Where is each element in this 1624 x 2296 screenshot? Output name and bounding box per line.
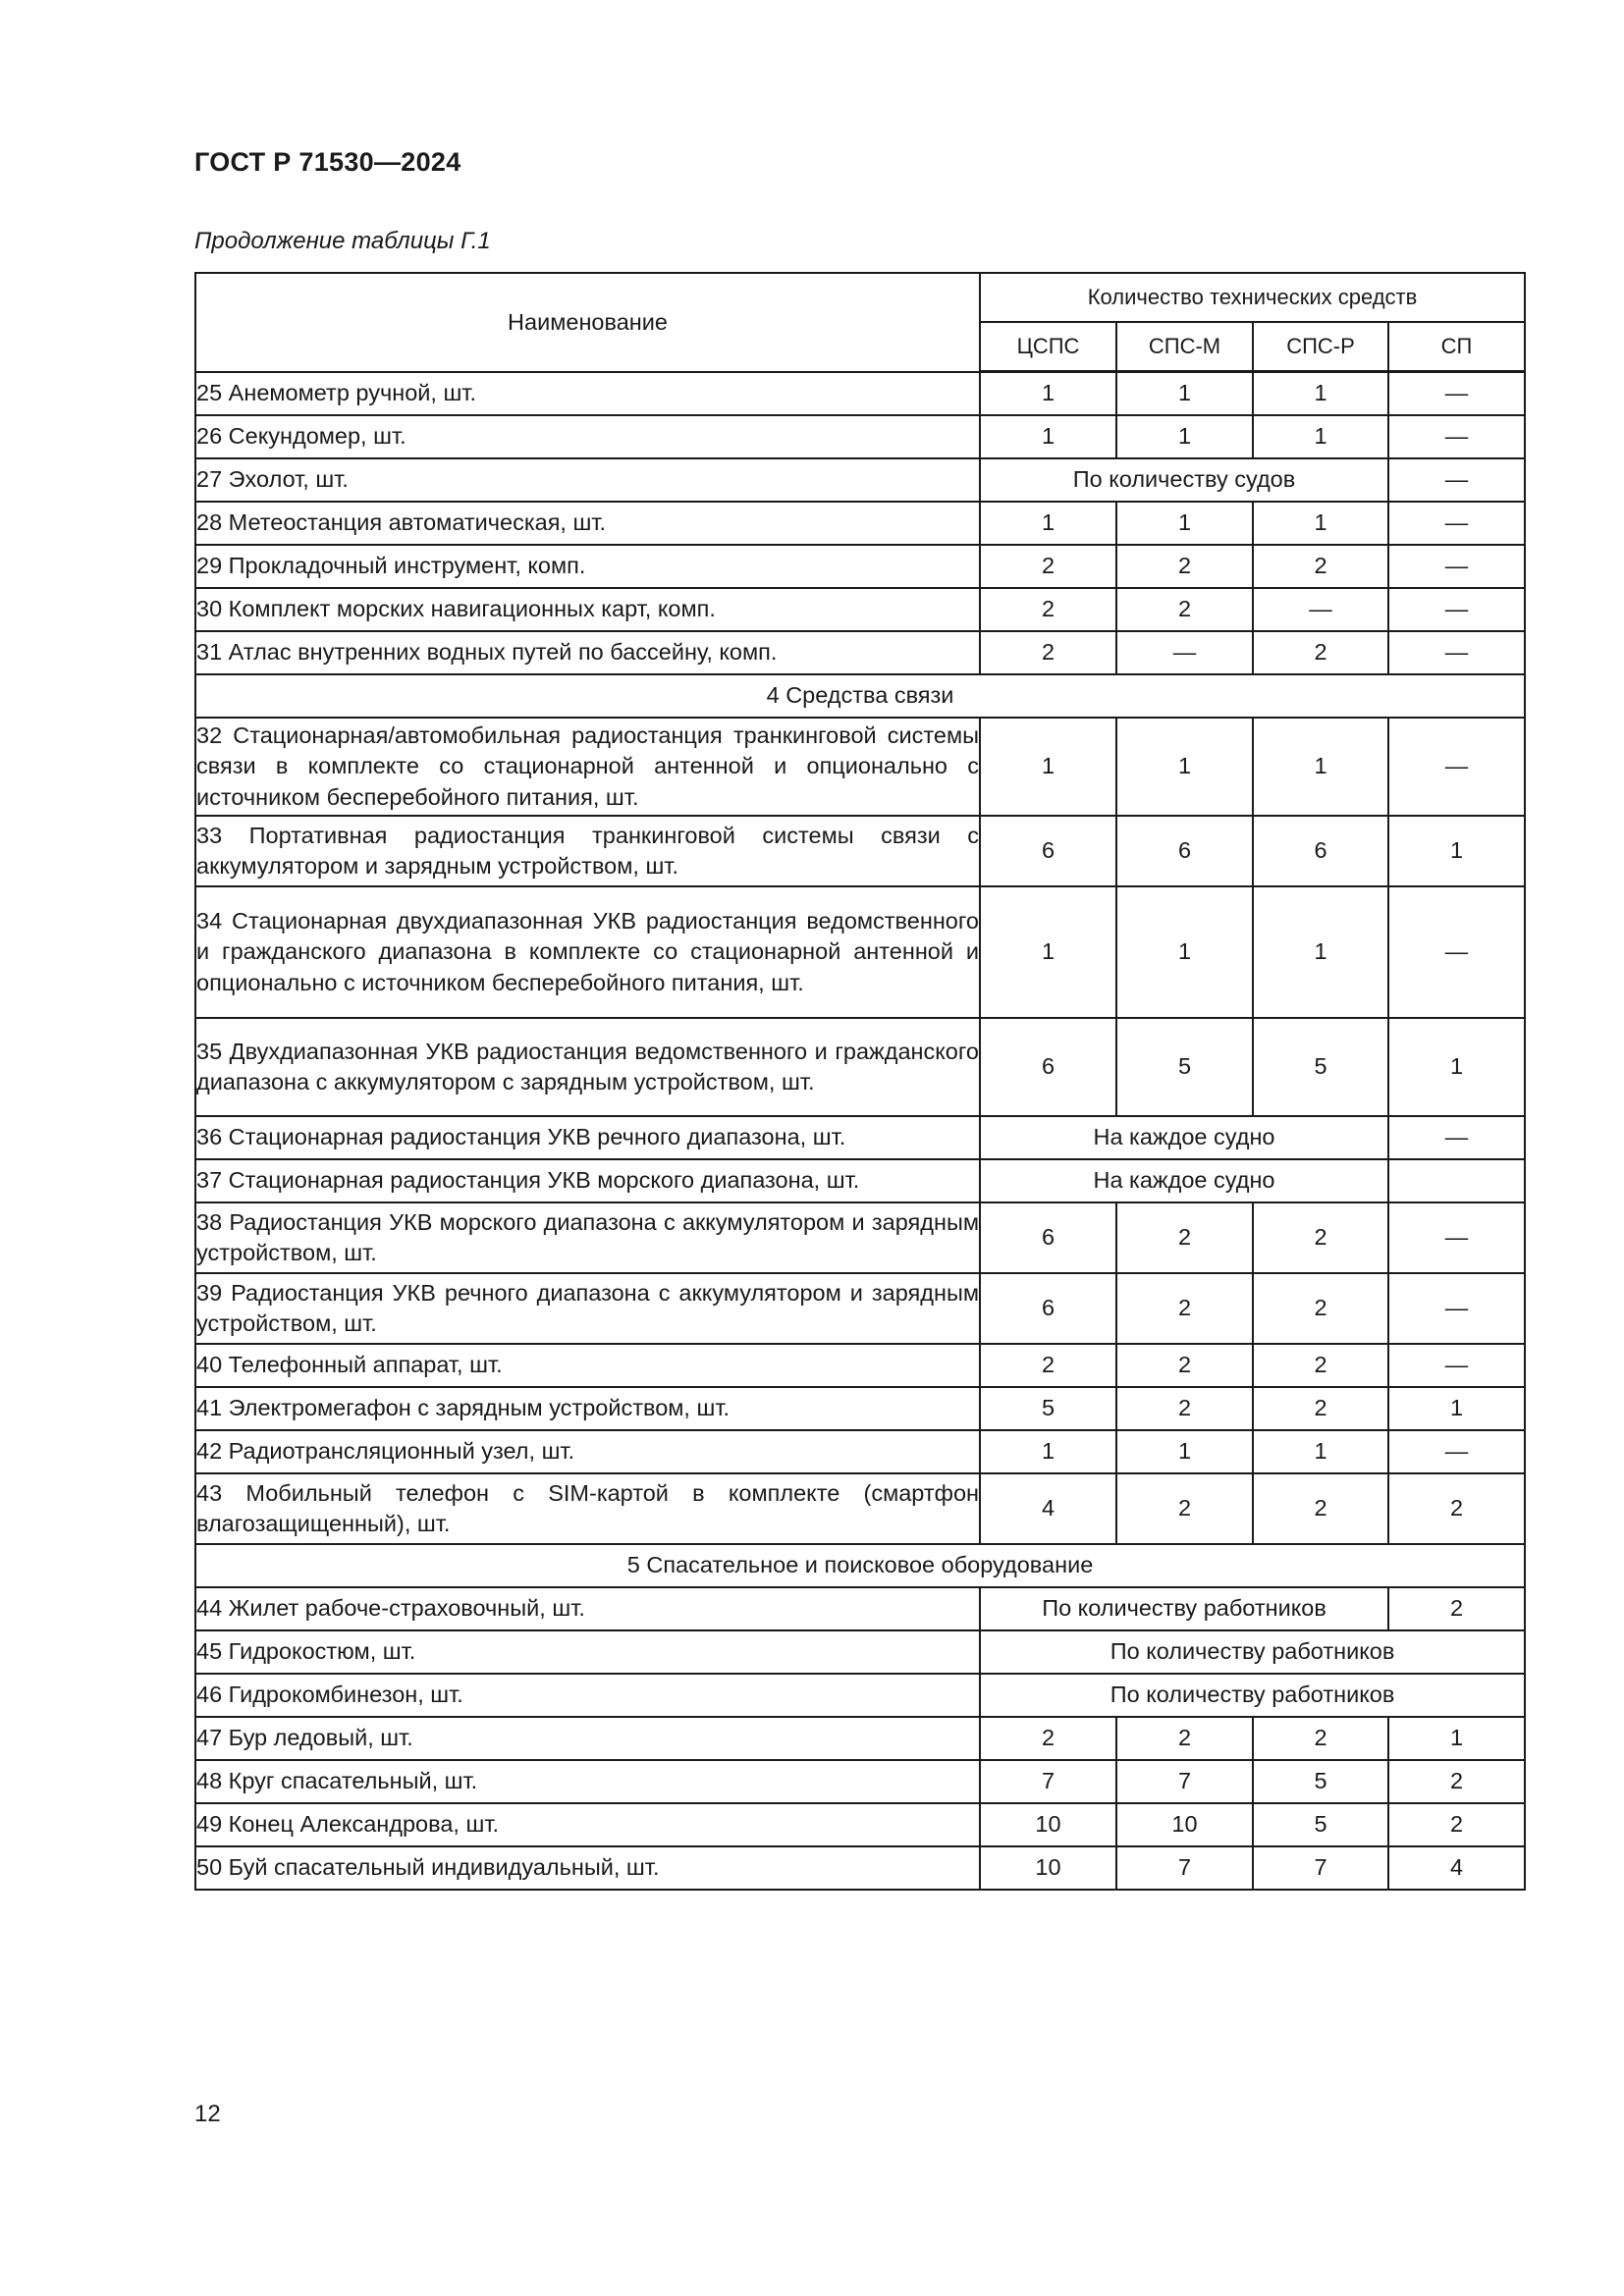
table-row	[195, 1587, 1525, 1630]
cell-spc-m: 7	[1116, 1760, 1253, 1803]
row-name: 35 Двухдиапазонная УКВ радиостанция ведомственного и гражданского диапазона с аккумулятором с зарядным устройством, шт.	[195, 1018, 980, 1116]
cell-spc-r: 2	[1253, 1717, 1388, 1760]
cell-cspc: 2	[980, 1344, 1116, 1387]
cell-spc-r: 2	[1253, 1202, 1388, 1273]
cell-merged-quantity: По количеству работников	[980, 1587, 1388, 1630]
table-row	[195, 631, 1525, 674]
cell-spc-m: 1	[1116, 1430, 1253, 1473]
row-name: 29 Прокладочный инструмент, комп.	[195, 545, 980, 588]
row-name: 39 Радиостанция УКВ речного диапазона с аккумулятором и зарядным устройством, шт.	[195, 1273, 980, 1344]
cell-sp: 2	[1388, 1587, 1525, 1630]
cell-cspc: 2	[980, 631, 1116, 674]
header-col-sp: СП	[1388, 322, 1525, 372]
cell-sp: —	[1388, 1430, 1525, 1473]
table-row	[195, 1717, 1525, 1760]
row-name: 26 Секундомер, шт.	[195, 415, 980, 458]
header-col-spc-r: СПС-Р	[1253, 322, 1388, 372]
table-row	[195, 1344, 1525, 1387]
cell-merged-quantity: По количеству работников	[980, 1674, 1525, 1717]
table-row	[195, 1846, 1525, 1890]
cell-merged-quantity: По количеству работников	[980, 1630, 1525, 1674]
cell-spc-m: 2	[1116, 1273, 1253, 1344]
cell-cspc: 5	[980, 1387, 1116, 1430]
cell-spc-m: 1	[1116, 718, 1253, 816]
row-name: 48 Круг спасательный, шт.	[195, 1760, 980, 1803]
cell-spc-r: 2	[1253, 545, 1388, 588]
cell-cspc: 1	[980, 502, 1116, 545]
row-name: 41 Электромегафон с зарядным устройством, шт.	[195, 1387, 980, 1430]
cell-spc-m: 2	[1116, 1473, 1253, 1544]
table-row	[195, 1430, 1525, 1473]
cell-sp: —	[1388, 1273, 1525, 1344]
cell-sp: —	[1388, 502, 1525, 545]
cell-sp: —	[1388, 372, 1525, 416]
section-row	[195, 674, 1525, 718]
cell-spc-r: —	[1253, 588, 1388, 631]
header-name: Наименование	[195, 273, 980, 372]
table-row	[195, 886, 1525, 1018]
cell-cspc: 1	[980, 1430, 1116, 1473]
cell-spc-r: 7	[1253, 1846, 1388, 1890]
cell-cspc: 10	[980, 1846, 1116, 1890]
cell-spc-r: 1	[1253, 1430, 1388, 1473]
cell-sp: —	[1388, 415, 1525, 458]
cell-spc-m: 2	[1116, 1387, 1253, 1430]
table-row	[195, 816, 1525, 886]
cell-spc-r: 1	[1253, 718, 1388, 816]
cell-spc-m: 1	[1116, 502, 1253, 545]
page-number: 12	[194, 2101, 221, 2127]
cell-sp: —	[1388, 886, 1525, 1018]
cell-sp: 1	[1388, 1387, 1525, 1430]
row-name: 47 Бур ледовый, шт.	[195, 1717, 980, 1760]
table-row	[195, 545, 1525, 588]
table-row	[195, 1018, 1525, 1116]
cell-merged-quantity: На каждое судно	[980, 1116, 1388, 1159]
table-row	[195, 1387, 1525, 1430]
section-heading: 5 Спасательное и поисковое оборудование	[195, 1544, 1525, 1587]
cell-sp: —	[1388, 458, 1525, 502]
cell-spc-r: 6	[1253, 816, 1388, 886]
cell-spc-m: —	[1116, 631, 1253, 674]
cell-spc-m: 2	[1116, 588, 1253, 631]
cell-spc-m: 1	[1116, 886, 1253, 1018]
header-col-spc-m: СПС-М	[1116, 322, 1253, 372]
row-name: 42 Радиотрансляционный узел, шт.	[195, 1430, 980, 1473]
cell-spc-m: 1	[1116, 372, 1253, 416]
cell-spc-r: 1	[1253, 886, 1388, 1018]
table-row	[195, 1674, 1525, 1717]
table-row	[195, 372, 1525, 416]
row-name: 40 Телефонный аппарат, шт.	[195, 1344, 980, 1387]
row-name: 49 Конец Александрова, шт.	[195, 1803, 980, 1846]
table-row	[195, 1273, 1525, 1344]
cell-sp: 2	[1388, 1473, 1525, 1544]
cell-sp: 1	[1388, 1018, 1525, 1116]
cell-merged-quantity: По количеству судов	[980, 458, 1388, 502]
table-row	[195, 1159, 1525, 1202]
table-row	[195, 458, 1525, 502]
cell-spc-m: 2	[1116, 545, 1253, 588]
table-row	[195, 1803, 1525, 1846]
cell-sp: —	[1388, 588, 1525, 631]
cell-spc-m: 2	[1116, 1344, 1253, 1387]
table-continuation-caption: Продолжение таблицы Г.1	[194, 228, 491, 254]
table-row	[195, 415, 1525, 458]
cell-spc-r: 2	[1253, 1387, 1388, 1430]
row-name: 43 Мобильный телефон с SIM-картой в комплекте (смартфон влагозащищенный), шт.	[195, 1473, 980, 1544]
standard-title: ГОСТ Р 71530—2024	[194, 147, 461, 177]
row-name: 37 Стационарная радиостанция УКВ морского диапазона, шт.	[195, 1159, 980, 1202]
cell-spc-m: 10	[1116, 1803, 1253, 1846]
cell-spc-r: 2	[1253, 1473, 1388, 1544]
cell-sp	[1388, 1159, 1525, 1202]
section-row	[195, 1544, 1525, 1587]
row-name: 46 Гидрокомбинезон, шт.	[195, 1674, 980, 1717]
row-name: 33 Портативная радиостанция транкинговой системы связи с аккумулятором и зарядным устройством, шт.	[195, 816, 980, 886]
cell-cspc: 1	[980, 886, 1116, 1018]
table-row	[195, 1116, 1525, 1159]
cell-cspc: 4	[980, 1473, 1116, 1544]
cell-cspc: 6	[980, 816, 1116, 886]
cell-spc-r: 1	[1253, 415, 1388, 458]
row-name: 38 Радиостанция УКВ морского диапазона с аккумулятором и зарядным устройством, шт.	[195, 1202, 980, 1273]
row-name: 50 Буй спасательный индивидуальный, шт.	[195, 1846, 980, 1890]
row-name: 31 Атлас внутренних водных путей по бассейну, комп.	[195, 631, 980, 674]
row-name: 30 Комплект морских навигационных карт, комп.	[195, 588, 980, 631]
cell-spc-r: 1	[1253, 502, 1388, 545]
cell-spc-r: 5	[1253, 1760, 1388, 1803]
cell-sp: —	[1388, 631, 1525, 674]
row-name: 45 Гидрокостюм, шт.	[195, 1630, 980, 1674]
header-col-cspc: ЦСПС	[980, 322, 1116, 372]
cell-cspc: 2	[980, 545, 1116, 588]
cell-spc-m: 7	[1116, 1846, 1253, 1890]
cell-sp: —	[1388, 1202, 1525, 1273]
cell-spc-m: 2	[1116, 1202, 1253, 1273]
cell-sp: —	[1388, 545, 1525, 588]
cell-sp: —	[1388, 1116, 1525, 1159]
cell-cspc: 7	[980, 1760, 1116, 1803]
row-name: 25 Анемометр ручной, шт.	[195, 372, 980, 416]
cell-cspc: 1	[980, 372, 1116, 416]
section-heading: 4 Средства связи	[195, 674, 1525, 718]
cell-sp: —	[1388, 718, 1525, 816]
cell-cspc: 6	[980, 1273, 1116, 1344]
cell-spc-r: 2	[1253, 1344, 1388, 1387]
row-name: 44 Жилет рабоче-страховочный, шт.	[195, 1587, 980, 1630]
cell-spc-m: 6	[1116, 816, 1253, 886]
table-row	[195, 1473, 1525, 1544]
cell-sp: 1	[1388, 1717, 1525, 1760]
cell-sp: 2	[1388, 1760, 1525, 1803]
cell-cspc: 2	[980, 588, 1116, 631]
cell-spc-m: 1	[1116, 415, 1253, 458]
cell-spc-r: 2	[1253, 631, 1388, 674]
cell-cspc: 6	[980, 1202, 1116, 1273]
cell-merged-quantity: На каждое судно	[980, 1159, 1388, 1202]
cell-spc-r: 2	[1253, 1273, 1388, 1344]
cell-spc-r: 5	[1253, 1803, 1388, 1846]
table-row	[195, 1630, 1525, 1674]
cell-cspc: 1	[980, 718, 1116, 816]
header-quantity-group: Количество технических средств	[980, 273, 1525, 322]
row-name: 28 Метеостанция автоматическая, шт.	[195, 502, 980, 545]
table-row	[195, 718, 1525, 816]
cell-spc-m: 5	[1116, 1018, 1253, 1116]
cell-sp: 4	[1388, 1846, 1525, 1890]
row-name: 32 Стационарная/автомобильная радиостанция транкинговой системы связи в комплекте со стационарной антенной и опционально с источником бесперебойного питания, шт.	[195, 718, 980, 816]
table-row	[195, 588, 1525, 631]
cell-cspc: 6	[980, 1018, 1116, 1116]
row-name: 34 Стационарная двухдиапазонная УКВ радиостанция ведомственного и гражданского диапазона в комплекте со стационарной антенной и опционально с источником бесперебойного питания, шт.	[195, 886, 980, 1018]
cell-spc-m: 2	[1116, 1717, 1253, 1760]
table-row	[195, 1202, 1525, 1273]
table-row	[195, 1760, 1525, 1803]
cell-sp: —	[1388, 1344, 1525, 1387]
cell-sp: 2	[1388, 1803, 1525, 1846]
cell-spc-r: 1	[1253, 372, 1388, 416]
cell-spc-r: 5	[1253, 1018, 1388, 1116]
cell-cspc: 10	[980, 1803, 1116, 1846]
cell-sp: 1	[1388, 816, 1525, 886]
row-name: 36 Стационарная радиостанция УКВ речного диапазона, шт.	[195, 1116, 980, 1159]
row-name: 27 Эхолот, шт.	[195, 458, 980, 502]
cell-cspc: 1	[980, 415, 1116, 458]
cell-cspc: 2	[980, 1717, 1116, 1760]
table-row	[195, 502, 1525, 545]
equipment-table	[194, 272, 1526, 1891]
